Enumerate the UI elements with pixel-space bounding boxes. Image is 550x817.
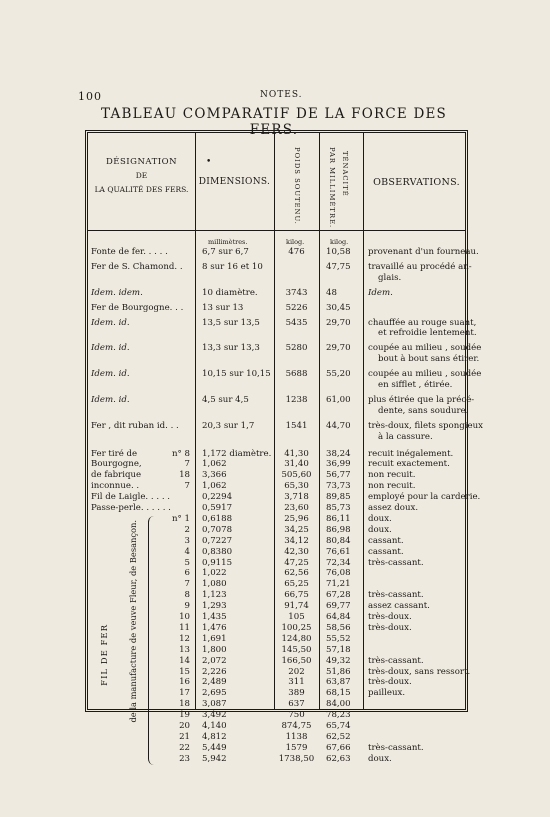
observation-cell: cassant. — [368, 546, 404, 557]
observation-cell: non recuit. — [368, 470, 416, 481]
observation-cell: travaillé au procédé an- — [368, 261, 472, 272]
tenacite-cell: 73,73 — [326, 481, 351, 492]
tenacite-cell: 68,15 — [326, 688, 351, 699]
observation-cell: Idem. — [368, 287, 393, 298]
table-row — [88, 743, 465, 754]
number-cell: 3 — [184, 535, 190, 546]
number-cell: 18 — [179, 699, 190, 710]
header-observations: OBSERVATIONS. — [373, 177, 460, 188]
poids-cell: 1138 — [285, 731, 308, 742]
table-row — [88, 525, 465, 536]
number-cell: 7 — [184, 481, 190, 492]
observation-cell: employé pour la carderie. — [368, 492, 481, 503]
table-row — [88, 645, 465, 656]
poids-cell: 31,40 — [284, 459, 309, 470]
table-row — [88, 261, 472, 273]
dimensions-cell: 1,062 — [202, 481, 227, 492]
poids-cell: 34,25 — [284, 524, 309, 535]
header-designation-line: DE — [135, 171, 148, 180]
designation-cell: Fer de S. Chamond. . — [91, 261, 183, 272]
table-row — [88, 354, 480, 365]
table-row — [88, 432, 465, 443]
observation-cell: et refroidie lentement. — [378, 328, 477, 339]
comparison-table — [85, 130, 483, 764]
designation-cell: inconnue. . — [91, 481, 140, 492]
tenacite-cell: 76,08 — [326, 568, 351, 579]
table-row — [88, 623, 465, 634]
number-cell: 11 — [179, 622, 190, 633]
tenacite-cell: 29,70 — [326, 317, 351, 328]
table-row — [88, 492, 481, 503]
dimensions-cell: 2,072 — [202, 655, 227, 666]
poids-cell: 5435 — [285, 317, 308, 328]
poids-cell: 637 — [288, 699, 305, 710]
observation-cell: assez doux. — [368, 503, 419, 513]
table-row — [88, 470, 465, 481]
poids-cell: 145,50 — [281, 644, 312, 655]
dimensions-cell: 0,7227 — [202, 535, 233, 546]
poids-cell: 105 — [288, 612, 305, 622]
dimensions-cell: 3,492 — [202, 710, 227, 721]
dimensions-cell: 3,366 — [202, 470, 227, 481]
units-poids: kilog. — [286, 238, 305, 246]
observation-cell: bout à bout sans étirer. — [378, 354, 480, 365]
dimensions-cell: 6,7 sur 6,7 — [202, 247, 249, 257]
dimensions-cell: 1,800 — [202, 644, 227, 655]
running-head — [78, 90, 470, 104]
observation-cell: très-doux, filets spongieux — [368, 420, 483, 431]
table-title: TABLEAU COMPARATIF DE LA FORCE DES FERS. — [101, 106, 447, 138]
dimensions-cell: 1,062 — [202, 459, 227, 470]
poids-cell: 3743 — [285, 287, 308, 298]
number-cell: 15 — [179, 666, 190, 677]
poids-cell: 311 — [288, 677, 305, 688]
tenacite-cell: 67,66 — [326, 742, 351, 753]
table-row — [88, 303, 465, 314]
dimensions-cell: 0,2294 — [202, 492, 233, 503]
table-row — [88, 317, 477, 329]
observation-cell: très-cassant. — [368, 557, 424, 568]
table-row — [88, 710, 465, 721]
observation-cell: plus étirée que la précé- — [368, 394, 475, 405]
tenacite-cell: 29,70 — [326, 343, 351, 354]
dimensions-cell: 3,087 — [202, 699, 227, 710]
dimensions-cell: 13,5 sur 13,5 — [202, 317, 260, 328]
table-row — [88, 420, 483, 432]
number-cell: 8 — [184, 590, 190, 601]
table-row — [88, 590, 465, 601]
tenacite-cell: 38,24 — [326, 448, 351, 459]
poids-cell: 23,60 — [284, 503, 309, 513]
table-row — [88, 514, 465, 525]
table-row — [88, 288, 465, 299]
tenacite-cell: 89,85 — [326, 492, 351, 503]
table-row — [88, 503, 465, 514]
tenacite-cell: 64,84 — [326, 612, 351, 622]
number-cell: 21 — [179, 731, 190, 742]
dimensions-cell: 1,022 — [202, 568, 227, 579]
tenacite-cell: 10,58 — [326, 247, 351, 257]
observation-cell: très-doux. — [368, 622, 412, 633]
designation-cell: Fer , dit ruban id. . . — [91, 420, 179, 431]
table-row — [88, 579, 465, 590]
header-designation-line: LA QUALITÉ DES FERS. — [94, 185, 189, 194]
tenacite-cell: 62,63 — [326, 753, 351, 764]
poids-cell: 41,30 — [284, 448, 309, 459]
tenacite-cell: 57,18 — [326, 644, 351, 655]
poids-cell: 389 — [288, 688, 305, 699]
tenacite-cell: 44,70 — [326, 420, 351, 431]
poids-cell: 1541 — [285, 420, 308, 431]
table-row — [88, 612, 465, 623]
poids-cell: 1579 — [285, 742, 308, 753]
table-row — [88, 547, 465, 558]
dimensions-cell: 1,476 — [202, 622, 227, 633]
table-row — [88, 677, 465, 688]
poids-cell: 505,60 — [281, 470, 312, 481]
observation-cell: pailleux. — [368, 688, 406, 699]
dimensions-cell: 4,812 — [202, 731, 227, 742]
poids-cell: 476 — [288, 247, 305, 257]
table-row — [88, 688, 465, 699]
dimensions-cell: 1,172 diamètre. — [202, 448, 272, 459]
dimensions-cell: 20,3 sur 1,7 — [202, 420, 255, 431]
observation-cell: chauffée au rouge suant, — [368, 317, 477, 328]
table-row — [88, 369, 482, 380]
header-poids: POIDS SOUTENU. — [293, 147, 301, 225]
dimensions-cell: 2,489 — [202, 677, 227, 688]
poids-cell: 3,718 — [284, 492, 309, 503]
number-cell: 20 — [179, 721, 190, 731]
page-number: 100 — [78, 90, 102, 103]
observation-cell: très-doux. — [368, 677, 412, 688]
observation-cell: dente, sans soudure. — [378, 405, 469, 416]
dimensions-cell: 2,695 — [202, 688, 227, 699]
poids-cell: 166,50 — [281, 655, 312, 666]
poids-cell: 1738,50 — [278, 753, 315, 764]
number-cell: 7 — [184, 459, 190, 470]
observation-cell: doux. — [368, 513, 392, 524]
observation-cell: très-cassant. — [368, 655, 424, 666]
observation-cell: doux. — [368, 753, 392, 764]
tenacite-cell: 55,20 — [326, 369, 351, 380]
tenacite-cell: 51,86 — [326, 666, 351, 677]
table-row — [88, 405, 469, 417]
tenacite-cell: 61,00 — [326, 394, 351, 405]
designation-cell: Bourgogne, — [91, 459, 142, 470]
number-cell: 22 — [179, 742, 190, 753]
table-row — [88, 459, 465, 470]
observation-cell: en sifflet , étirée. — [378, 380, 453, 390]
observation-cell: coupée au milieu , soudée — [368, 343, 482, 354]
table-row — [88, 754, 465, 765]
dimensions-cell: 10,15 sur 10,15 — [202, 369, 271, 380]
poids-cell: 34,12 — [284, 535, 309, 546]
header-designation — [88, 155, 195, 197]
table-row — [88, 247, 479, 258]
observation-cell: glais. — [378, 272, 402, 283]
poids-cell: 66,75 — [284, 590, 309, 601]
number-cell: 10 — [179, 612, 190, 622]
designation-cell: Passe-perle. . . . . . — [91, 503, 171, 513]
number-cell: 16 — [179, 677, 190, 688]
number-cell: 4 — [184, 546, 190, 557]
observation-cell: non recuit. — [368, 481, 416, 492]
table-row — [88, 666, 471, 678]
table-row — [88, 449, 465, 460]
table-row — [88, 536, 465, 547]
number-cell: 5 — [184, 557, 190, 568]
tenacite-cell: 65,74 — [326, 721, 351, 731]
observation-cell: très-cassant. — [368, 590, 424, 601]
number-cell: 14 — [179, 655, 190, 666]
number-cell: 19 — [179, 710, 190, 721]
designation-cell: de fabrique — [91, 470, 142, 481]
dimensions-cell: 0,9115 — [202, 557, 233, 568]
tenacite-cell: 47,75 — [326, 261, 351, 272]
designation-cell: Idem. id. — [91, 394, 130, 405]
observation-cell: cassant. — [368, 535, 404, 546]
tenacite-cell: 55,52 — [326, 633, 351, 644]
poids-cell: 5280 — [285, 343, 308, 354]
poids-cell: 100,25 — [281, 622, 312, 633]
table-row — [88, 380, 465, 391]
poids-cell: 1238 — [285, 394, 308, 405]
designation-cell: Fonte de fer. . . . . — [91, 247, 168, 257]
tenacite-cell: 36,99 — [326, 459, 351, 470]
side-label-fil-de-fer: FIL DE FER — [100, 623, 110, 686]
number-cell: 7 — [184, 579, 190, 590]
dimensions-cell: 0,7078 — [202, 524, 233, 535]
table-row — [88, 699, 465, 710]
dimensions-cell: 10 diamètre. — [202, 287, 258, 298]
tenacite-cell: 67,28 — [326, 590, 351, 601]
header-dimensions: DIMENSIONS. — [198, 177, 271, 187]
number-cell: n° 8 — [171, 448, 190, 459]
dimensions-cell: 8 sur 16 et 10 — [202, 261, 263, 272]
number-cell: 18 — [179, 470, 190, 481]
dimensions-cell: 0,5917 — [202, 503, 233, 513]
tenacite-cell: 30,45 — [326, 302, 351, 313]
dimensions-cell: 2,226 — [202, 666, 227, 677]
dimensions-cell: 1,691 — [202, 633, 227, 644]
designation-cell: Idem. id. — [91, 369, 130, 380]
poids-cell: 5688 — [285, 369, 308, 380]
number-cell: 13 — [179, 644, 190, 655]
tenacite-cell: 63,87 — [326, 677, 351, 688]
table-row — [88, 732, 465, 743]
tenacite-cell: 49,32 — [326, 655, 351, 666]
observation-cell: à la cassure. — [378, 431, 433, 442]
poids-cell: 91,74 — [284, 601, 309, 612]
table-row — [88, 568, 465, 579]
observation-cell: assez cassant. — [368, 601, 430, 612]
header-star: • — [206, 157, 212, 167]
designation-cell: Idem. idem. — [91, 287, 143, 298]
observation-cell: très-cassant. — [368, 742, 424, 753]
header-tenacite-sub: PAR MILLIMÈTRE. — [328, 147, 336, 229]
observation-cell: recuit exactement. — [368, 459, 450, 470]
tenacite-cell: 56,77 — [326, 470, 351, 481]
units-tenacite: kilog. — [330, 238, 349, 246]
dimensions-cell: 4,5 sur 4,5 — [202, 394, 249, 405]
header-rule — [88, 230, 465, 231]
tenacite-cell: 62,52 — [326, 731, 351, 742]
dimensions-cell: 4,140 — [202, 721, 227, 731]
header-tenacite: TÉNACITÉ — [341, 151, 349, 197]
poids-cell: 42,30 — [284, 546, 309, 557]
observation-cell: très-doux. — [368, 612, 412, 622]
number-cell: 2 — [184, 524, 190, 535]
poids-cell: 65,25 — [284, 579, 309, 590]
dimensions-cell: 1,293 — [202, 601, 227, 612]
designation-cell: Fil de Laigle. . . . . — [91, 492, 171, 503]
dimensions-cell: 1,080 — [202, 579, 227, 590]
section-title: NOTES. — [260, 90, 303, 100]
observation-cell: doux. — [368, 524, 392, 535]
tenacite-cell: 86,11 — [326, 513, 351, 524]
table-row — [88, 394, 475, 406]
designation-cell: Idem. id. — [91, 317, 130, 328]
designation-cell: Idem. id. — [91, 343, 130, 354]
tenacite-cell: 76,61 — [326, 546, 351, 557]
poids-cell: 47,25 — [284, 557, 309, 568]
units-dimensions: millimètres. — [208, 238, 248, 246]
dimensions-cell: 13 sur 13 — [202, 302, 244, 313]
designation-cell: Fer de Bourgogne. . . — [91, 302, 184, 313]
poids-cell: 65,30 — [284, 481, 309, 492]
dimensions-cell: 1,123 — [202, 590, 227, 601]
dimensions-cell: 5,942 — [202, 753, 227, 764]
table-row — [88, 558, 465, 569]
table-row — [88, 656, 465, 667]
observation-cell: provenant d'un fourneau. — [368, 247, 479, 257]
dimensions-cell: 1,435 — [202, 612, 227, 622]
table-row — [88, 343, 482, 354]
number-cell: 23 — [179, 753, 190, 764]
table-row — [88, 634, 465, 645]
tenacite-cell: 78,23 — [326, 710, 351, 721]
dimensions-cell: 5,449 — [202, 742, 227, 753]
observation-cell: coupée au milieu , soudée — [368, 369, 482, 380]
poids-cell: 750 — [288, 710, 305, 721]
number-cell: 6 — [184, 568, 190, 579]
table-row — [88, 481, 465, 492]
tenacite-cell: 48 — [326, 287, 337, 298]
dimensions-cell: 0,8380 — [202, 546, 233, 557]
dimensions-cell: 0,6188 — [202, 513, 233, 524]
poids-cell: 25,96 — [284, 513, 309, 524]
tenacite-cell: 86,98 — [326, 524, 351, 535]
number-cell: n° 1 — [171, 513, 190, 524]
poids-cell: 5226 — [285, 302, 308, 313]
table-row — [88, 601, 465, 612]
number-cell: 17 — [179, 688, 190, 699]
number-cell: 9 — [184, 601, 190, 612]
tenacite-cell: 80,84 — [326, 535, 351, 546]
header-designation-line: DÉSIGNATION — [105, 157, 178, 167]
dimensions-cell: 13,3 sur 13,3 — [202, 343, 260, 354]
observation-cell: recuit inégalement. — [368, 448, 454, 459]
tenacite-cell: 72,34 — [326, 557, 351, 568]
number-cell: 12 — [179, 633, 190, 644]
poids-cell: 124,80 — [281, 633, 312, 644]
designation-cell: Fer tiré de — [91, 448, 138, 459]
table-row — [88, 721, 465, 732]
table-row — [88, 328, 477, 339]
tenacite-cell: 58,56 — [326, 622, 351, 633]
tenacite-cell: 85,73 — [326, 503, 351, 513]
observation-cell: très-doux, sans ressort. — [368, 666, 471, 677]
side-label-manufacture: de la manufacture de veuve Fleur, de Besançon. — [128, 519, 138, 723]
tenacite-cell: 69,77 — [326, 601, 351, 612]
poids-cell: 202 — [288, 666, 305, 677]
tenacite-cell: 71,21 — [326, 579, 351, 590]
poids-cell: 62,56 — [284, 568, 309, 579]
table-row — [88, 273, 465, 284]
tenacite-cell: 84,00 — [326, 699, 351, 710]
poids-cell: 874,75 — [281, 721, 312, 731]
